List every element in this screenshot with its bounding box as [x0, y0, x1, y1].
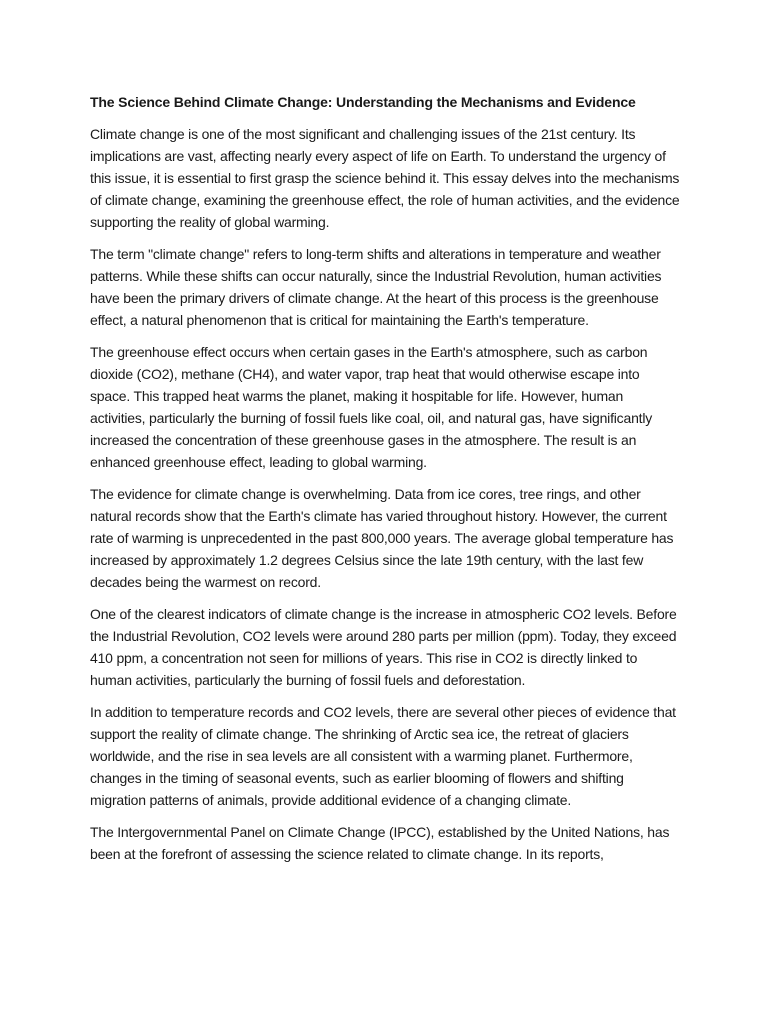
paragraph-4: The evidence for climate change is overwhelming. Data from ice cores, tree rings, and other natural records show that the Earth's climate has varied throughout history. However, the current rate of warming is unprecedented in the past 800,000 years. The average global temperature has increased by approximately 1.2 degrees Celsius since the late 19th century, with the last few decades being the warmest on record.	[90, 486, 674, 590]
paragraph-5: One of the clearest indicators of climate change is the increase in atmospheric CO2 levels. Before the Industrial Revolution, CO2 levels were around 280 parts per million (ppm). Today, they exceed 410 ppm, a concentration not seen for millions of years. This rise in CO2 is directly linked to human activities, particularly the burning of fossil fuels and deforestation.	[90, 606, 677, 688]
paragraph-7: The Intergovernmental Panel on Climate Change (IPCC), established by the United Nations, has been at the forefront of assessing the science related to climate change. In its reports,	[90, 824, 670, 862]
paragraph-2: The term "climate change" refers to long-term shifts and alterations in temperature and weather patterns. While these shifts can occur naturally, since the Industrial Revolution, human activities have been the primary drivers of climate change. At the heart of this process is the greenhouse effect, a natural phenomenon that is critical for maintaining the Earth's temperature.	[90, 246, 662, 328]
document-title: The Science Behind Climate Change: Understanding the Mechanisms and Evidence	[90, 94, 636, 110]
paragraph-3: The greenhouse effect occurs when certain gases in the Earth's atmosphere, such as carbon dioxide (CO2), methane (CH4), and water vapor, trap heat that would otherwise escape into space. This trapped heat warms the planet, making it hospitable for life. However, human activities, particularly the burning of fossil fuels like coal, oil, and natural gas, have significantly increased the concentration of these greenhouse gases in the atmosphere. The result is an enhanced greenhouse effect, leading to global warming.	[90, 344, 653, 470]
paragraph-6: In addition to temperature records and CO2 levels, there are several other pieces of evidence that support the reality of climate change. The shrinking of Arctic sea ice, the retreat of glaciers worldwide, and the rise in sea levels are all consistent with a warming planet. Furthermore, changes in the timing of seasonal events, such as earlier blooming of flowers and shifting migration patterns of animals, provide additional evidence of a changing climate.	[90, 704, 676, 808]
paragraph-1: Climate change is one of the most significant and challenging issues of the 21st century. Its implications are vast, affecting nearly every aspect of life on Earth. To understand the urgency of this issue, it is essential to first grasp the science behind it. This essay delves into the mechanisms of climate change, examining the greenhouse effect, the role of human activities, and the evidence supporting the reality of global warming.	[90, 126, 680, 230]
document-body	[90, 92, 682, 875]
